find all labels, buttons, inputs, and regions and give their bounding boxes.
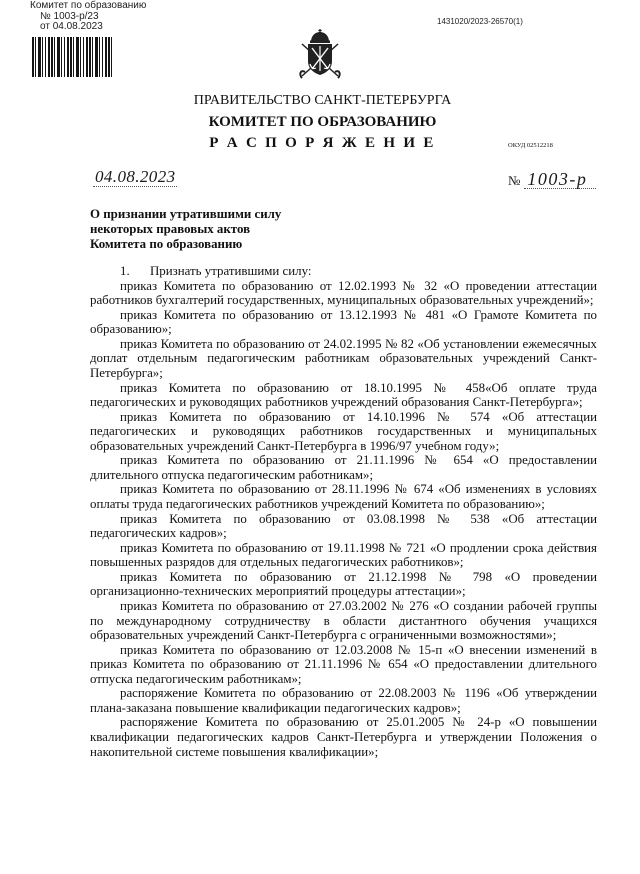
repealed-act-item: приказ Комитета по образованию от 12.03.2008 № 15-п «О внесении изменений в приказ Комитета по образованию от 21.11.1996 № 654 «О предоставлении длительного отпуска педагогическим работникам»; bbox=[90, 642, 597, 686]
repealed-act-item: приказ Комитета по образованию от 21.11.1996 № 654 «О предоставлении длительного отпуска педагогическим работникам»; bbox=[90, 453, 597, 482]
repealed-act-item: приказ Комитета по образованию от 13.12.1993 № 481 «О Грамоте Комитета по образованию»; bbox=[90, 307, 597, 337]
coat-of-arms-icon bbox=[298, 29, 342, 79]
okud-code: ОКУД 02512218 bbox=[508, 142, 553, 149]
repealed-act-item: распоряжение Комитета по образованию от 22.08.2003 № 1196 «Об утверждении плана-заказана повышение квалификации педагогических кадров»; bbox=[90, 686, 597, 715]
stamp-org: Комитет по образованию bbox=[30, 0, 147, 11]
clause-text: Признать утратившими силу: bbox=[150, 264, 312, 278]
repealed-act-item: приказ Комитета по образованию от 24.02.1995 № 82 «Об установлении ежемесячных доплат отдельным педагогическим работникам образовательных учреждений Санкт-Петербурга»; bbox=[90, 336, 597, 380]
clause-1 bbox=[90, 264, 597, 279]
repealed-act-item: приказ Комитета по образованию от 21.12.1998 № 798 «О проведении организационно-технических мероприятий процедуры аттестации»; bbox=[90, 569, 597, 599]
repealed-act-item: приказ Комитета по образованию от 27.03.2002 № 276 «О создании рабочей группы по международному сотрудничеству в области дистантного обучения учащихся образовательных учреждений Санкт-Петербурга с ограниченными возможностями»; bbox=[90, 598, 597, 643]
government-heading: ПРАВИТЕЛЬСТВО САНКТ-ПЕТЕРБУРГА bbox=[193, 93, 452, 108]
stamp-date: от 04.08.2023 bbox=[40, 21, 103, 32]
clause-number: 1. bbox=[120, 264, 130, 278]
number-sign: № bbox=[508, 173, 521, 188]
handwritten-date: 04.08.2023 bbox=[95, 167, 176, 186]
repealed-act-item: приказ Комитета по образованию от 19.11.1998 № 721 «О продлении срока действия повышенных разрядов для отдельных педагогических работников»; bbox=[90, 540, 597, 570]
repealed-act-item: приказ Комитета по образованию от 12.02.1993 № 32 «О проведении аттестации работников бухгалтерий государственных, муниципальных образовательных учреждений»; bbox=[90, 278, 597, 308]
repealed-act-item: приказ Комитета по образованию от 03.08.1998 № 538 «Об аттестации педагогических кадров»; bbox=[90, 511, 597, 541]
registration-stamp bbox=[30, 1, 146, 33]
stamp-number: № 1003-р/23 bbox=[40, 10, 99, 22]
document-type: Р А С П О Р Я Ж Е Н И Е bbox=[209, 135, 436, 151]
repealed-act-item: распоряжение Комитета по образованию от 25.01.2005 № 24-р «О повышении квалификации педагогических кадров Санкт-Петербурга и утверждении Положения о накопительной системе повышения квалификации»; bbox=[90, 715, 597, 759]
registration-id: 1431020/2023-26570(1) bbox=[437, 17, 523, 26]
repealed-act-item: приказ Комитета по образованию от 18.10.1995 № 458«Об оплате труда педагогических и руководящих работников учреждений образования Санкт-Петербурга»; bbox=[90, 380, 597, 410]
barcode-icon bbox=[32, 37, 112, 77]
title-line: О признании утратившими силу bbox=[90, 207, 282, 221]
title-line: некоторых правовых актов bbox=[90, 222, 251, 236]
document-number bbox=[508, 170, 597, 190]
committee-heading: КОМИТЕТ ПО ОБРАЗОВАНИЮ bbox=[208, 114, 437, 130]
handwritten-number: 1003-р bbox=[524, 170, 596, 189]
title-line: Комитета по образованию bbox=[90, 237, 243, 251]
document-title bbox=[90, 207, 281, 252]
document-body bbox=[90, 264, 597, 759]
repealed-act-item: приказ Комитета по образованию от 14.10.1996 № 574 «Об аттестации педагогических и руководящих работников государственных и муниципальных образовательных учреждений Санкт-Петербурга в 1996/97 учебном году»; bbox=[90, 409, 597, 453]
repealed-act-item: приказ Комитета по образованию от 28.11.1996 № 674 «Об изменениях в условиях оплаты труда педагогических работников учреждений Комитета по образованию»; bbox=[90, 482, 597, 511]
